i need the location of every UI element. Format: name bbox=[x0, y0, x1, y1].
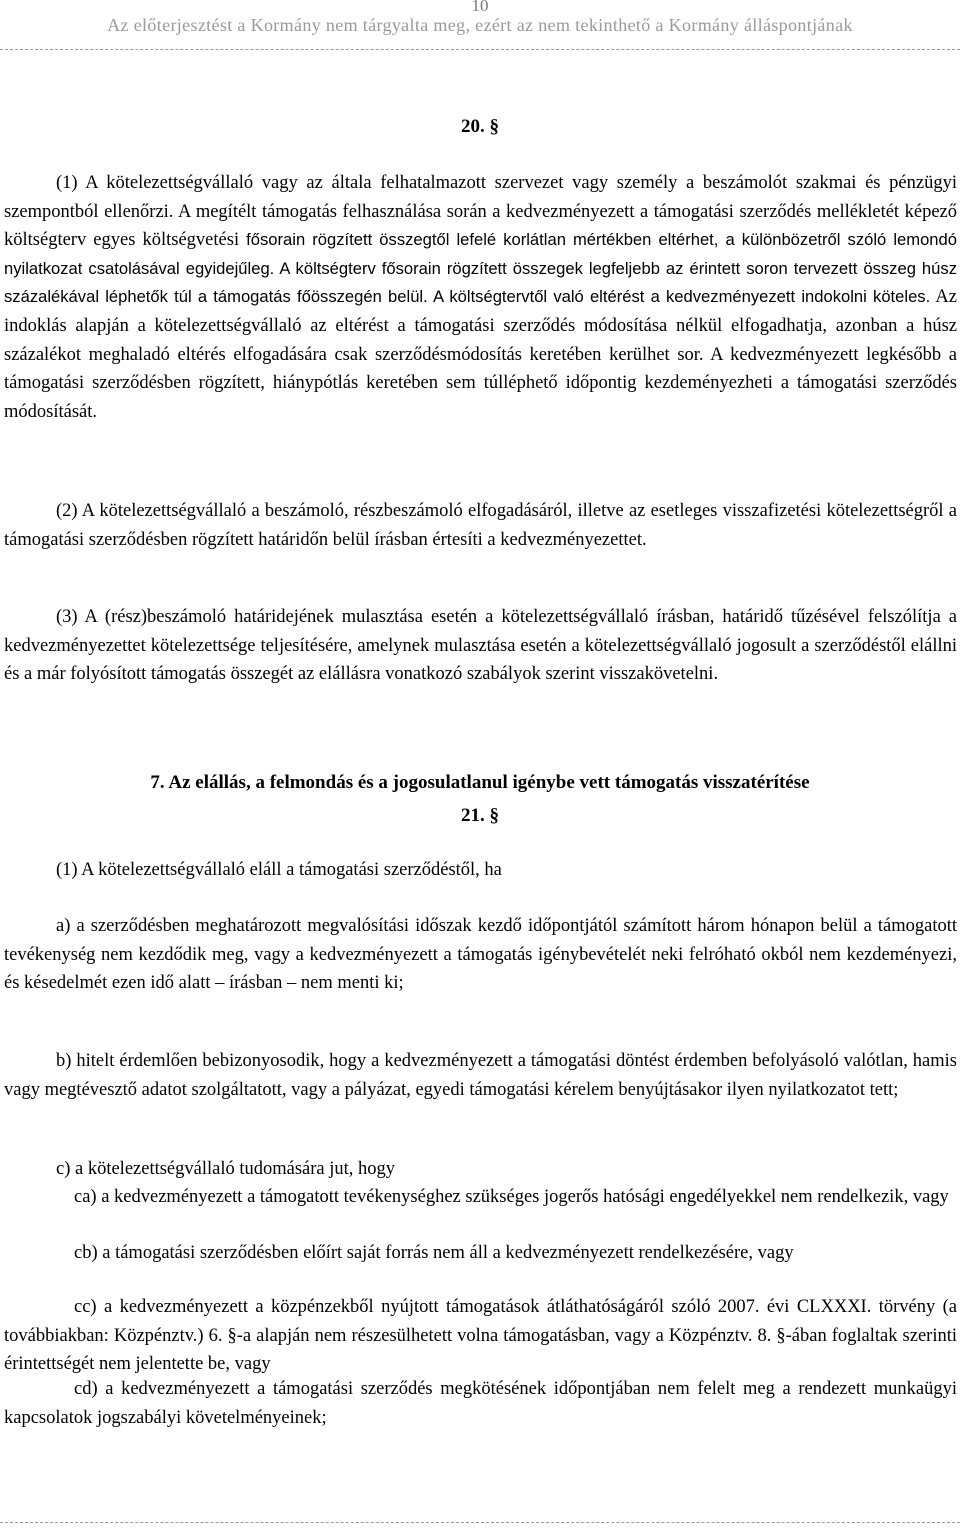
section-21-title: 21. § bbox=[461, 805, 499, 826]
paragraph-1-text-b: fősorain rögzített összegtől lefelé korlátlan mértékben eltérhet, a különbözetről szóló lemondó nyilatkozat csatolásával egyidejűleg. A költségterv fősorain rögzített összegek legfeljebb az érintett soron tervezett összeg húsz százalékával léphetők túl a támogatás főösszegén belül. A költségtervtől való eltérést a kedvezményezett indokolni köteles. bbox=[4, 230, 957, 307]
section-21-item-cd: cd) a kedvezményezett a támogatási szerződés megkötésének időpontjában nem felelt meg a rendezett munkaügyi kapcsolatok jogszabályi követelményeinek; bbox=[4, 1379, 957, 1428]
section-21-item-cb: cb) a támogatási szerződésben előírt saját forrás nem áll a kedvezményezett rendelkezésére, vagy bbox=[74, 1243, 794, 1263]
header-divider bbox=[0, 49, 960, 50]
section-21-item-ca: ca) a kedvezményezett a támogatott tevékenységhez szükséges jogerős hatósági engedélyekkel nem rendelkezik, vagy bbox=[74, 1187, 949, 1207]
paragraph-1-text-c: Az indoklás alapján a kötelezettségvállaló az eltérést a támogatási szerződés módosítása nélkül elfogadhatja, azonban a húsz százalékot meghaladó eltérés elfogadására csak szerződésmódosítás keretében kerülhet sor. A kedvezményezett legkésőbb a támogatási szerződésben rögzített, hiánypótlás keretében sem túlléphető időpontig kezdeményezheti a támogatási szerződés módosítását. bbox=[4, 287, 957, 422]
section-21-intro: (1) A kötelezettségvállaló eláll a támogatási szerződéstől, ha bbox=[56, 860, 502, 880]
section-21-item-a: a) a szerződésben meghatározott megvalósítási időszak kezdő időpontjától számított három hónapon belül a támogatott tevékenység nem kezdődik meg, vagy a kedvezményezett a támogatás igénybevételét neki felróható okból nem kezdeményezi, és késedelmét ezen idő alatt – írásban – nem menti ki; bbox=[4, 916, 957, 994]
page-number: 10 bbox=[471, 0, 489, 15]
section-21-item-b: b) hitelt érdemlően bebizonyosodik, hogy a kedvezményezett a támogatási döntést érdemben befolyásoló valótlan, hamis vagy megtévesztő adatot szolgáltatott, vagy a pályázat, egyedi támogatási kérelem benyújtásakor ilyen nyilatkozatot tett; bbox=[4, 1051, 957, 1100]
section-21-item-cc: cc) a kedvezményezett a közpénzekből nyújtott támogatások átláthatóságáról szóló 2007. évi CLXXXI. törvény (a továbbiakban: Közpénztv.) 6. §-a alapján nem részesülhetett volna támogatásban, vagy a Közpénztv. 8. §-ában foglaltak szerinti érintettségét nem jelentette be, vagy bbox=[4, 1297, 957, 1375]
footer-divider bbox=[0, 1522, 960, 1523]
chapter-7-title: 7. Az elállás, a felmondás és a jogosulatlanul igénybe vett támogatás visszatérítése bbox=[150, 772, 810, 793]
header-notice: Az előterjesztést a Kormány nem tárgyalta meg, ezért az nem tekinthető a Kormány álláspontjának bbox=[107, 15, 853, 35]
paragraph-1-text-a: (1) A kötelezettségvállaló vagy az általa felhatalmazott szervezet vagy személy a beszámolót szakmai és pénzügyi szempontból ellenőrzi. A megítélt támogatás felhasználása során a kedvezményezett a támogatási szerződés mellékletét képező költségterv egyes költségvetési bbox=[4, 173, 957, 251]
section-20-paragraph-2: (2) A kötelezettségvállaló a beszámoló, részbeszámoló elfogadásáról, illetve az esetleges visszafizetési kötelezettségről a támogatási szerződésben rögzített határidőn belül írásban értesíti a kedvezményezettet. bbox=[4, 501, 957, 550]
section-21-item-c: c) a kötelezettségvállaló tudomására jut, hogy bbox=[56, 1159, 396, 1179]
section-20-title: 20. § bbox=[461, 116, 499, 137]
section-20-paragraph-3: (3) A (rész)beszámoló határidejének mulasztása esetén a kötelezettségvállaló írásban, határidő tűzésével felszólítja a kedvezményezettet kötelezettsége teljesítésére, amelynek mulasztása esetén a kötelezettségvállaló jogosult a szerződéstől elállni és a már folyósított támogatás összegét az elállásra vonatkozó szabályok szerint visszakövetelni. bbox=[4, 607, 957, 685]
section-20-paragraph-1 bbox=[4, 169, 957, 426]
